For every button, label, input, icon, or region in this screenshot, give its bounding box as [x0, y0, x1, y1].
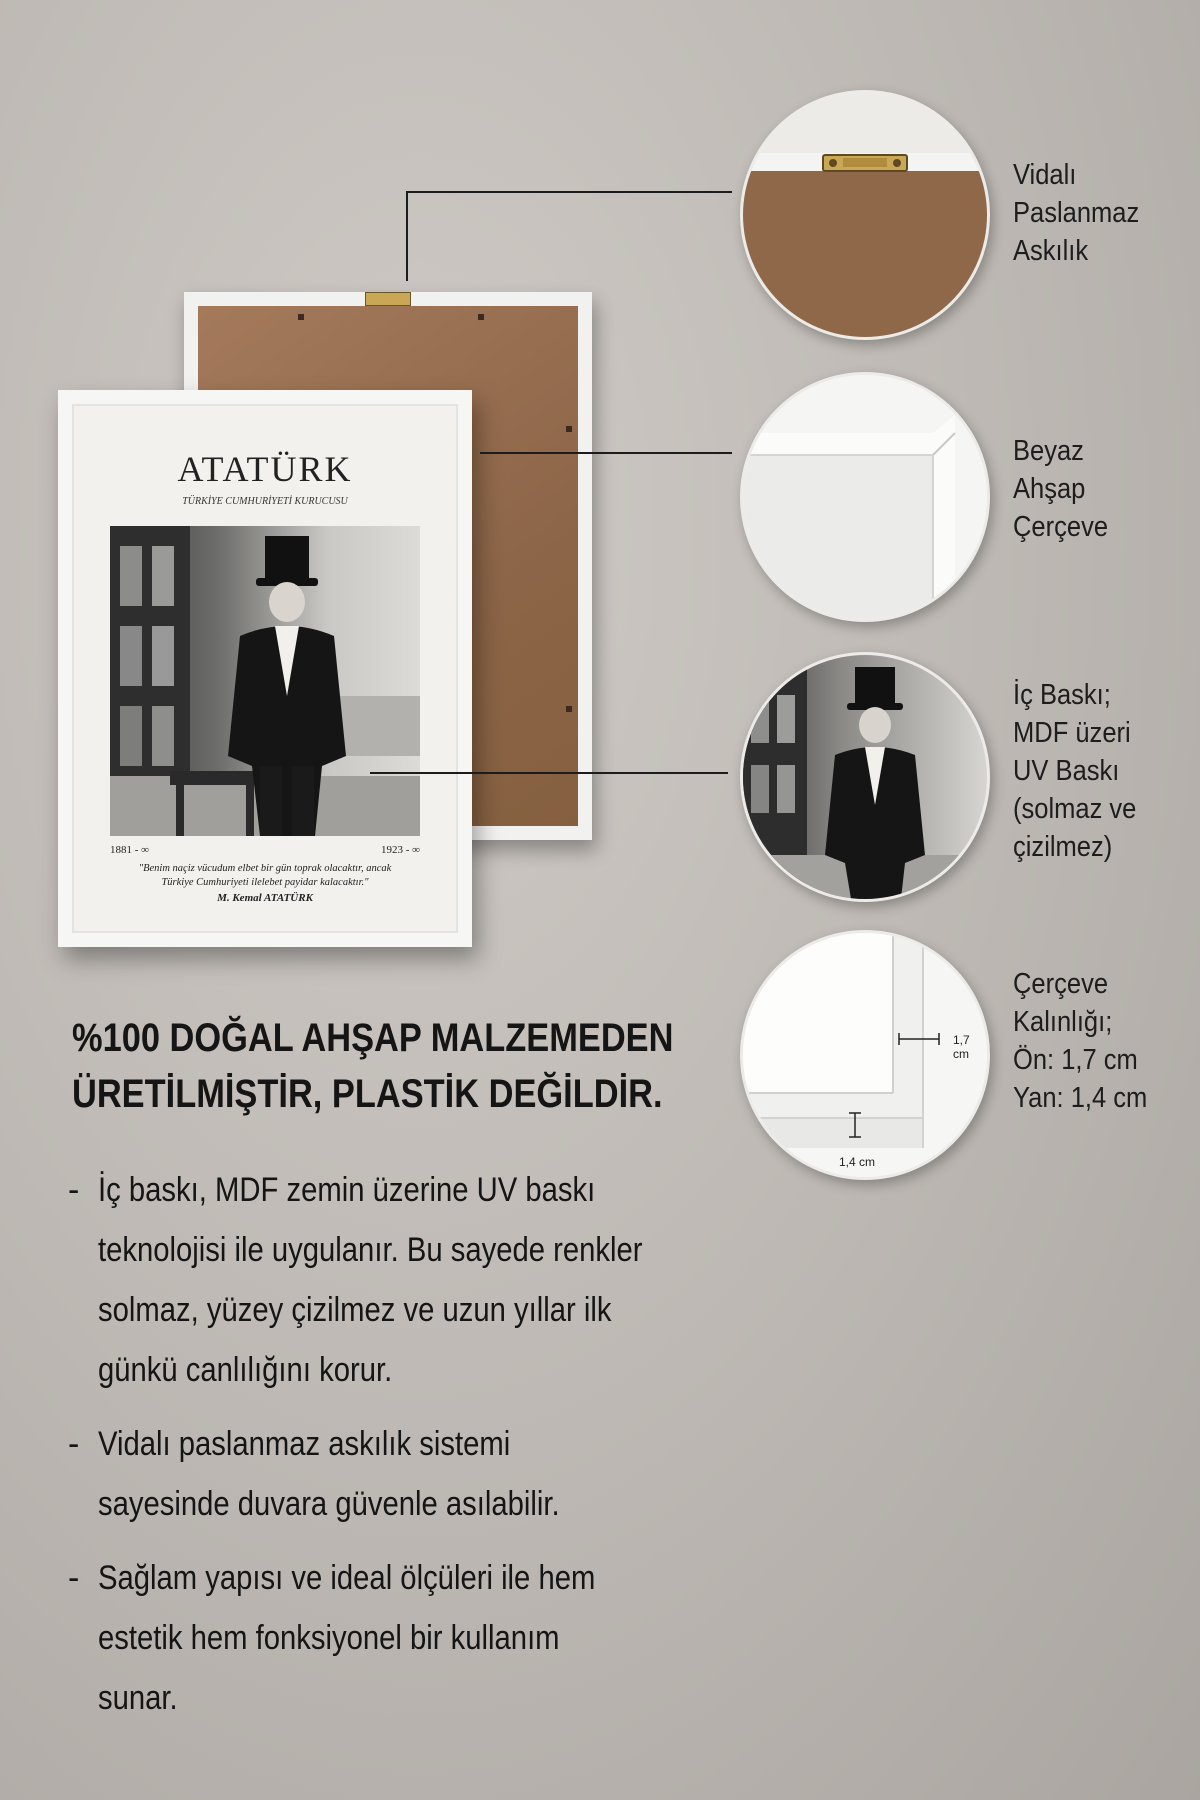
- feature-line: Askılık: [1013, 235, 1089, 267]
- hanger-detail-graphic: [743, 93, 987, 337]
- poster-signature: M. Kemal ATATÜRK: [217, 892, 313, 904]
- feature-line: Ahşap: [1013, 473, 1086, 505]
- feature-line: çizilmez): [1013, 831, 1113, 863]
- connector-line: [370, 772, 728, 774]
- back-clip: [566, 426, 572, 432]
- print-detail-circle: [740, 652, 990, 902]
- frame-corner-circle: [740, 372, 990, 622]
- feature-line: Beyaz: [1013, 435, 1084, 467]
- connector-line: [406, 191, 408, 281]
- list-item: [68, 1548, 788, 1728]
- back-clip: [298, 314, 304, 320]
- feature-line: Vidalı: [1013, 159, 1077, 191]
- portrait-photo: [110, 526, 420, 836]
- bullet-line: sayesinde duvara güvenle asılabilir.: [98, 1485, 560, 1523]
- quote-line: Türkiye Cumhuriyeti ilelebet payidar kalacaktır.": [161, 877, 369, 888]
- back-clip: [566, 706, 572, 712]
- bullet-text: [98, 1548, 752, 1728]
- thickness-detail-circle: [740, 930, 990, 1180]
- bullet-line: solmaz, yüzey çizilmez ve uzun yıllar ilk: [98, 1291, 612, 1329]
- list-item: [68, 1414, 788, 1534]
- headline-line: ÜRETİLMİŞTİR, PLASTİK DEĞİLDİR.: [72, 1072, 663, 1116]
- bullet-line: Vidalı paslanmaz askılık sistemi: [98, 1425, 511, 1463]
- feature-line: Yan: 1,4 cm: [1013, 1082, 1148, 1114]
- front-frame: [58, 390, 472, 947]
- feature-label-thickness: [1013, 965, 1147, 1117]
- poster-subtitle: TÜRKİYE CUMHURİYETİ KURUCUSU: [182, 496, 348, 507]
- bullet-line: estetik hem fonksiyonel bir kullanım: [98, 1619, 560, 1657]
- bullet-line: teknolojisi ile uygulanır. Bu sayede renkler: [98, 1231, 643, 1269]
- front-thickness-label: 1,7 cm: [953, 1033, 970, 1061]
- poster: [72, 404, 458, 933]
- bullet-line: Sağlam yapısı ve ideal ölçüleri ile hem: [98, 1559, 596, 1597]
- bullet-dash: -: [68, 1171, 80, 1209]
- feature-line: (solmaz ve: [1013, 793, 1137, 825]
- bullet-text: [98, 1160, 752, 1400]
- headline: [72, 1010, 673, 1122]
- list-item: [68, 1160, 788, 1400]
- feature-line: Kalınlığı;: [1013, 1006, 1113, 1038]
- feature-line: UV Baskı: [1013, 755, 1120, 787]
- feature-label-print: [1013, 676, 1136, 866]
- poster-quote: [102, 862, 428, 890]
- side-thickness-label: 1,4 cm: [839, 1155, 876, 1169]
- hanger-detail-circle: [740, 90, 990, 340]
- portrait-photo-graphic: [110, 526, 420, 836]
- thickness-detail-graphic: [743, 933, 987, 1177]
- print-detail-graphic: [743, 655, 987, 899]
- birth-year: 1881 - ∞: [110, 844, 150, 856]
- connector-line: [480, 452, 732, 454]
- poster-years: [110, 844, 420, 856]
- feature-label-frame: [1013, 432, 1108, 546]
- bullet-line: İç baskı, MDF zemin üzerine UV baskı: [98, 1171, 596, 1209]
- bullet-line: sunar.: [98, 1679, 178, 1717]
- bullet-dash: -: [68, 1559, 80, 1597]
- bullet-dash: -: [68, 1425, 80, 1463]
- poster-title: ATATÜRK: [177, 449, 353, 489]
- feature-line: Paslanmaz: [1013, 197, 1140, 229]
- republic-year: 1923 - ∞: [380, 844, 420, 856]
- bullet-text: [98, 1414, 752, 1534]
- feature-label-hanger: [1013, 156, 1139, 270]
- feature-line: Ön: 1,7 cm: [1013, 1044, 1138, 1076]
- bullet-line: günkü canlılığını korur.: [98, 1351, 393, 1389]
- hanger-icon: [365, 292, 411, 306]
- back-clip: [478, 314, 484, 320]
- feature-line: Çerçeve: [1013, 968, 1109, 1000]
- quote-line: "Benim naçiz vücudum elbet bir gün toprak olacaktır, ancak: [138, 863, 392, 874]
- headline-line: %100 DOĞAL AHŞAP MALZEMEDEN: [72, 1016, 674, 1060]
- frame-corner-graphic: [743, 375, 987, 619]
- feature-bullet-list: [68, 1160, 788, 1742]
- feature-line: Çerçeve: [1013, 511, 1109, 543]
- connector-line: [406, 191, 732, 193]
- feature-line: MDF üzeri: [1013, 717, 1131, 749]
- feature-line: İç Baskı;: [1013, 679, 1111, 711]
